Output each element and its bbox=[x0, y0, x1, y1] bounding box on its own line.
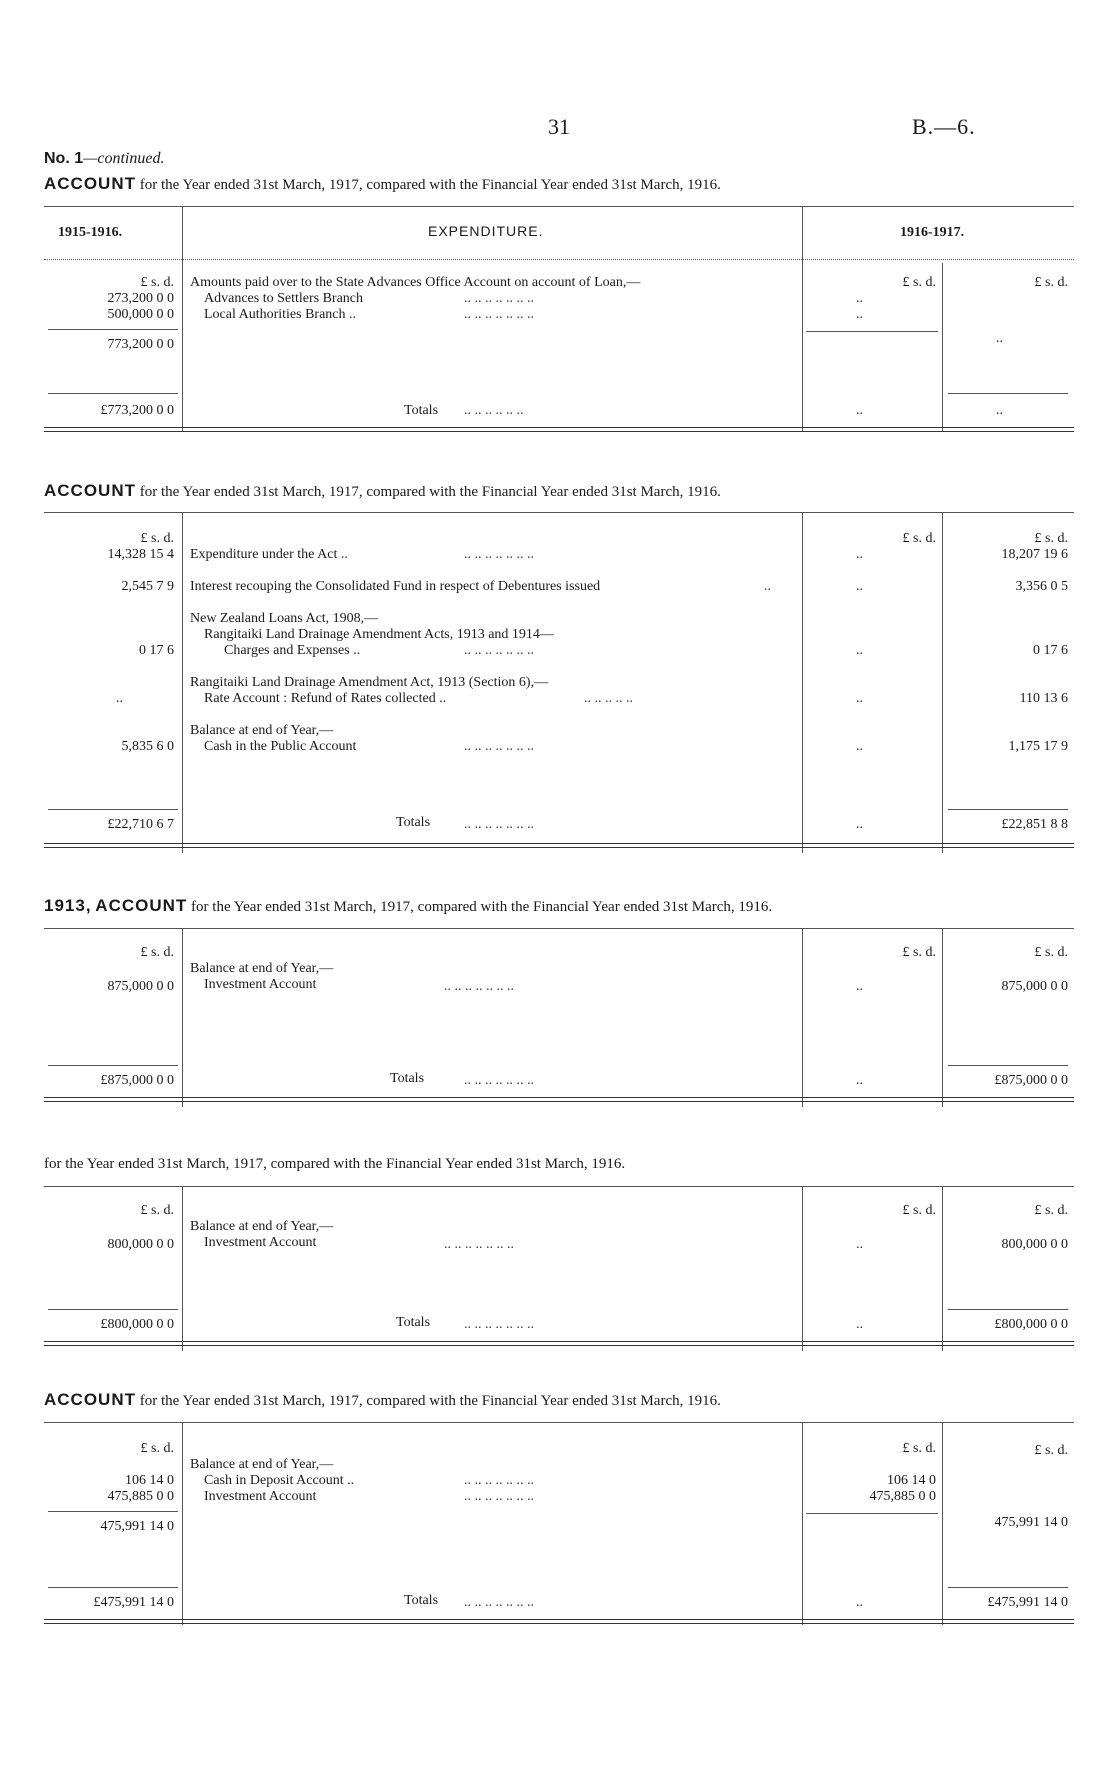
currency-right: £ s. d. bbox=[1034, 945, 1068, 960]
desc-advances: Advances to Settlers Branch bbox=[204, 291, 364, 306]
total-left: £475,991 14 0 bbox=[93, 1595, 174, 1610]
total-right: .. bbox=[996, 403, 1003, 418]
balance-right: 875,000 0 0 bbox=[1001, 979, 1068, 994]
totals-label: Totals bbox=[404, 1593, 439, 1608]
row-expenditure-left: 14,328 15 4 bbox=[107, 547, 174, 562]
balance-desc2: Investment Account bbox=[204, 1235, 317, 1250]
currency-mid: £ s. d. bbox=[902, 945, 936, 960]
deposit-desc: Cash in Deposit Account .. bbox=[204, 1473, 355, 1488]
row-loans-desc: New Zealand Loans Act, 1908,— bbox=[190, 611, 379, 626]
desc-main: Amounts paid over to the State Advances Office Account on account of Loan,— bbox=[190, 275, 641, 290]
row-rate-desc: Rangitaiki Land Drainage Amendment Act, 1913 (Section 6),— bbox=[190, 675, 549, 690]
balance-mid: .. bbox=[856, 1237, 863, 1252]
desc-local: Local Authorities Branch .. bbox=[204, 307, 357, 322]
row-rate-mid: .. bbox=[856, 691, 863, 706]
account4-table: £ s. d. £ s. d. £ s. d. Balance at end of Year,— Investment Account .. .. .. .. .. .. .. 800,000 0 0 .. 800,000 0 0 Totals .. .. .. .. .. .. .. £800,000 0 0 .. £800,000 0 0 bbox=[44, 1186, 1074, 1353]
row-loans-right: 0 17 6 bbox=[1033, 643, 1068, 658]
balance-desc2: Investment Account bbox=[204, 977, 317, 992]
row-interest-right: 3,356 0 5 bbox=[1015, 579, 1068, 594]
currency-left: £ s. d. bbox=[140, 275, 174, 290]
total-mid: .. bbox=[856, 1595, 863, 1610]
mid-local: .. bbox=[856, 307, 863, 322]
continued-suffix: —continued. bbox=[83, 150, 165, 167]
subtotal-right: 475,991 14 0 bbox=[994, 1515, 1068, 1530]
mid-advances: .. bbox=[856, 291, 863, 306]
row-balance-desc2: Cash in the Public Account bbox=[204, 739, 357, 754]
total-left: £875,000 0 0 bbox=[100, 1073, 174, 1088]
row-loans-mid: .. bbox=[856, 643, 863, 658]
col-header-1916: 1916-1917. bbox=[900, 225, 965, 240]
row-interest-mid: .. bbox=[856, 579, 863, 594]
row-expenditure-right: 18,207 19 6 bbox=[1001, 547, 1068, 562]
col-header-1915: 1915-1916. bbox=[58, 225, 123, 240]
row-loans-desc2: Rangitaiki Land Drainage Amendment Acts, 1913 and 1914— bbox=[204, 627, 554, 642]
currency-right: £ s. d. bbox=[1034, 1203, 1068, 1218]
col-header-expenditure: EXPENDITURE. bbox=[428, 223, 544, 239]
total-right: £475,991 14 0 bbox=[987, 1595, 1068, 1610]
account1-table: 1915-1916. EXPENDITURE. 1916-1917. £ s. d. £ s. d. £ s. d. Amounts paid over to the State Advances Office Account on account of Loan,— Advances to Settlers Branch .. .. .. .. .. .. .. Local Authorities Branch .. .. .. .. .. .. .. .. 273,200 0 0 500,000 0 0 .. .. 773,200 0 0 .. Totals .. .. .. .. .. .. £773,200 0 0 .. .. bbox=[44, 206, 1074, 433]
balance-mid: .. bbox=[856, 979, 863, 994]
total-mid: .. bbox=[856, 817, 863, 832]
subtotal-left: 773,200 0 0 bbox=[107, 337, 174, 352]
total-right: £800,000 0 0 bbox=[994, 1317, 1068, 1332]
total-right: £22,851 8 8 bbox=[1001, 817, 1068, 832]
total-right: £875,000 0 0 bbox=[994, 1073, 1068, 1088]
page-number: 31 bbox=[548, 114, 570, 139]
row-loans-left: 0 17 6 bbox=[139, 643, 174, 658]
totals-label: Totals bbox=[390, 1071, 425, 1086]
currency-left: £ s. d. bbox=[140, 1203, 174, 1218]
currency-left: £ s. d. bbox=[140, 945, 174, 960]
deposit-left: 106 14 0 bbox=[125, 1473, 174, 1488]
amount-advances: 273,200 0 0 bbox=[107, 291, 174, 306]
row-rate-right: 110 13 6 bbox=[1019, 691, 1068, 706]
currency-mid: £ s. d. bbox=[902, 531, 936, 546]
total-left: £22,710 6 7 bbox=[107, 817, 174, 832]
totals-label: Totals bbox=[396, 1315, 431, 1330]
totals-label: Totals bbox=[404, 403, 439, 418]
account3-table: £ s. d. £ s. d. £ s. d. Balance at end of Year,— Investment Account .. .. .. .. .. .. .. 875,000 0 0 .. 875,000 0 0 Totals .. .. .. .. .. .. .. £875,000 0 0 .. £875,000 0 0 bbox=[44, 928, 1074, 1109]
totals-label: Totals bbox=[396, 815, 431, 830]
balance-desc: Balance at end of Year,— bbox=[190, 1457, 334, 1472]
row-expenditure-mid: .. bbox=[856, 547, 863, 562]
investment-desc: Investment Account bbox=[204, 1489, 317, 1504]
total-mid: .. bbox=[856, 1317, 863, 1332]
row-loans-desc3: Charges and Expenses .. bbox=[224, 643, 361, 658]
subtotal-left: 475,991 14 0 bbox=[100, 1519, 174, 1534]
currency-mid: £ s. d. bbox=[902, 1441, 936, 1456]
currency-left: £ s. d. bbox=[140, 1441, 174, 1456]
balance-desc: Balance at end of Year,— bbox=[190, 961, 334, 976]
balance-left: 800,000 0 0 bbox=[107, 1237, 174, 1252]
total-mid: .. bbox=[856, 1073, 863, 1088]
row-rate-desc2: Rate Account : Refund of Rates collected .. bbox=[204, 691, 447, 706]
total-left: £800,000 0 0 bbox=[100, 1317, 174, 1332]
row-balance-desc: Balance at end of Year,— bbox=[190, 723, 334, 738]
currency-left: £ s. d. bbox=[140, 531, 174, 546]
investment-left: 475,885 0 0 bbox=[107, 1489, 174, 1504]
continued-heading bbox=[44, 150, 164, 168]
currency-right: £ s. d. bbox=[1034, 275, 1068, 290]
deposit-mid: 106 14 0 bbox=[887, 1473, 936, 1488]
investment-mid: 475,885 0 0 bbox=[869, 1489, 936, 1504]
amount-local: 500,000 0 0 bbox=[107, 307, 174, 322]
balance-left: 875,000 0 0 bbox=[107, 979, 174, 994]
currency-mid: £ s. d. bbox=[902, 1203, 936, 1218]
continued-no: No. 1 bbox=[44, 150, 84, 167]
total-left: £773,200 0 0 bbox=[100, 403, 174, 418]
row-balance-left: 5,835 6 0 bbox=[121, 739, 174, 754]
total-mid: .. bbox=[856, 403, 863, 418]
currency-mid: £ s. d. bbox=[902, 275, 936, 290]
balance-desc: Balance at end of Year,— bbox=[190, 1219, 334, 1234]
currency-right: £ s. d. bbox=[1034, 1443, 1068, 1458]
account2-table: £ s. d. £ s. d. £ s. d. Expenditure under the Act .. .. .. .. .. .. .. .. 14,328 15 4 .. 18,207 19 6 Interest recouping the Consolidated Fund in respect of Debentures issued .. 2,545 7 9 .. 3,356 0 5 New Zealand Loans Act, 1908,— Rangitaiki Land Drainage Amendment Acts, 1913 and 1914— Charges and Expenses .. .. .. .. .. .. .. .. 0 17 6 .. 0 17 6 Rangitaiki Land Drainage Amendment Act, 1913 (Section 6),— Rate Account : Refund of Rates collected .. .. .. .. .. .. .. .. 110 13 6 Balance at end of Year,— Cash in the Public Account .. .. .. .. .. .. .. 5,835 6 0 .. 1,175 17 9 Totals .. .. .. .. .. .. .. £22,710 6 7 .. £22,851 8 8 bbox=[44, 512, 1074, 855]
account5-title: ACCOUNT for the Year ended 31st March, 1917, compared with the Financial Year ended 31st March, 1916. bbox=[44, 1390, 721, 1409]
account4-title: for the Year ended 31st March, 1917, compared with the Financial Year ended 31st March, 1916. bbox=[44, 1156, 626, 1172]
account2-title: ACCOUNT for the Year ended 31st March, 1917, compared with the Financial Year ended 31st March, 1916. bbox=[44, 481, 721, 500]
row-balance-mid: .. bbox=[856, 739, 863, 754]
account5-table: £ s. d. £ s. d. £ s. d. Balance at end of Year,— Cash in Deposit Account .. .. .. .. .. .. .. .. Investment Account .. .. .. .. .. .. .. 106 14 0 475,885 0 0 106 14 0 475,885 0 0 475,991 14 0 475,991 14 0 Totals .. .. .. .. .. .. .. £475,991 14 0 .. £475,991 14 0 bbox=[44, 1422, 1074, 1627]
page-reference: B.—6. bbox=[912, 114, 976, 139]
account1-title: ACCOUNT for the Year ended 31st March, 1917, compared with the Financial Year ended 31st March, 1916. bbox=[44, 174, 721, 193]
row-expenditure-desc: Expenditure under the Act .. bbox=[190, 547, 348, 562]
account3-title: 1913, ACCOUNT for the Year ended 31st March, 1917, compared with the Financial Year ended 31st March, 1916. bbox=[44, 896, 773, 915]
subtotal-right: .. bbox=[996, 331, 1003, 346]
row-rate-left: .. bbox=[116, 691, 123, 706]
row-interest-desc: Interest recouping the Consolidated Fund in respect of Debentures issued bbox=[190, 579, 601, 594]
row-balance-right: 1,175 17 9 bbox=[1008, 739, 1068, 754]
currency-right: £ s. d. bbox=[1034, 531, 1068, 546]
row-interest-left: 2,545 7 9 bbox=[121, 579, 174, 594]
balance-right: 800,000 0 0 bbox=[1001, 1237, 1068, 1252]
